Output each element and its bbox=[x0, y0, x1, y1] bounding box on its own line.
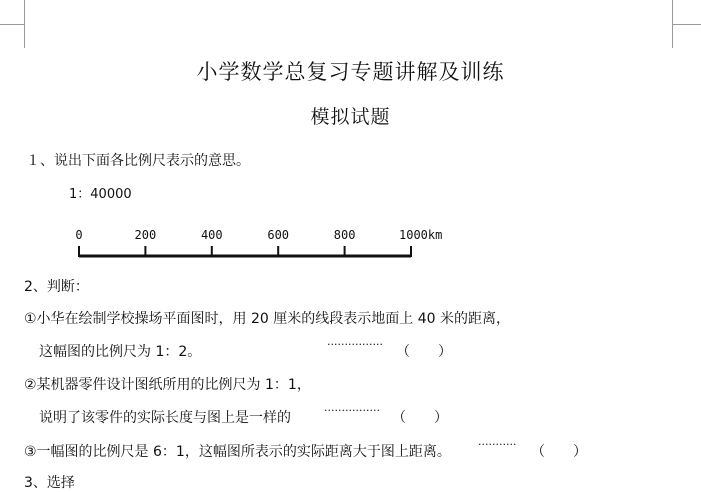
question-2-prompt: 2、判断： bbox=[24, 279, 89, 295]
line-scale-diagram bbox=[62, 224, 462, 264]
page-corner-mark bbox=[24, 0, 25, 48]
judge-item-1-answer-blank[interactable]: （ ） bbox=[396, 344, 452, 360]
scale-label: 200 bbox=[134, 228, 157, 242]
document-subtitle: 模拟试题 bbox=[310, 106, 391, 128]
document-title: 小学数学总复习专题讲解及训练 bbox=[196, 60, 505, 84]
judge-item-2-answer-blank[interactable]: （ ） bbox=[392, 410, 448, 426]
page-corner-mark bbox=[672, 0, 673, 48]
question-1-prompt: １、说出下面各比例尺表示的意思。 bbox=[26, 153, 250, 169]
judge-item-2-text-cont: 说明了该零件的实际长度与图上是一样的 bbox=[39, 410, 291, 426]
judge-item-3-text: ③一幅图的比例尺是 6：1，这幅图所表示的实际距离大于图上距离。 bbox=[24, 444, 451, 460]
judge-item-2-dots: ················ bbox=[324, 404, 380, 417]
judge-item-1-text: ①小华在绘制学校操场平面图时，用 20 厘米的线段表示地面上 40 米的距离， bbox=[24, 311, 510, 327]
scale-label: 0 bbox=[75, 228, 83, 242]
judge-item-3-answer-blank[interactable]: （ ） bbox=[531, 444, 587, 460]
scale-label: 600 bbox=[267, 228, 290, 242]
question-1-ratio: 1：40000 bbox=[69, 187, 132, 202]
page-corner-mark bbox=[0, 24, 24, 25]
scale-label: 400 bbox=[200, 228, 223, 242]
question-3-prompt: 3、选择 bbox=[24, 475, 75, 491]
judge-item-3-dots: ··········· bbox=[478, 438, 517, 451]
judge-item-1-dots: ················ bbox=[327, 338, 383, 351]
scale-label: 1000km bbox=[399, 228, 443, 242]
page-corner-mark bbox=[672, 24, 701, 25]
scale-label: 800 bbox=[333, 228, 356, 242]
judge-item-2-text: ②某机器零件设计图纸所用的比例尺为 1：1， bbox=[24, 377, 311, 393]
judge-item-1-text-cont: 这幅图的比例尺为 1：2。 bbox=[39, 344, 202, 360]
